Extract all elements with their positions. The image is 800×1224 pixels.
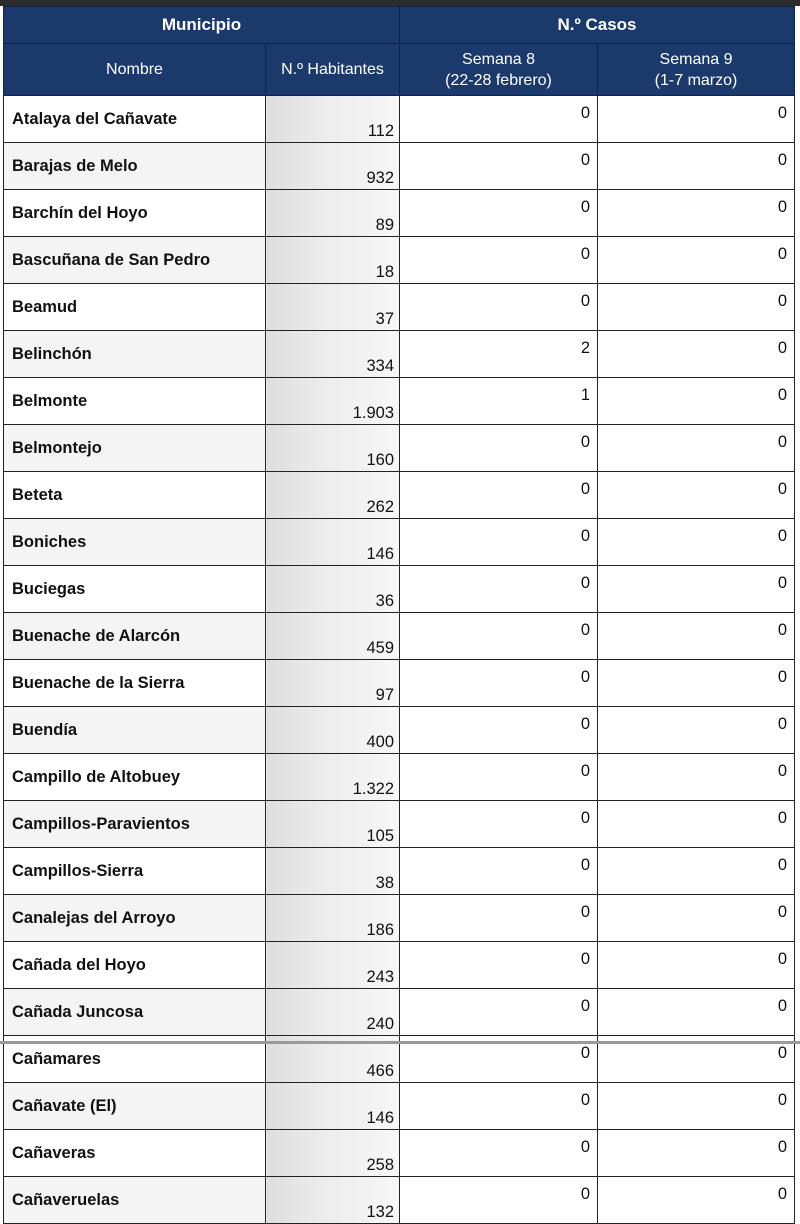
semana8-cases-cell: 0	[400, 989, 598, 1036]
semana9-title: Semana 9	[659, 50, 733, 68]
habitantes-cell: 932	[266, 143, 400, 190]
semana9-cases-cell: 0	[598, 942, 795, 989]
municipio-name-cell: Cañavate (El)	[4, 1083, 266, 1130]
municipio-name-cell: Buenache de la Sierra	[4, 660, 266, 707]
habitantes-cell: 89	[266, 190, 400, 237]
table-row	[4, 848, 795, 895]
municipio-group-header: Municipio	[4, 7, 400, 44]
table-row	[4, 143, 795, 190]
table-row	[4, 284, 795, 331]
semana8-cases-cell: 0	[400, 754, 598, 801]
habitantes-cell: 105	[266, 801, 400, 848]
semana8-cases-cell: 0	[400, 1036, 598, 1083]
semana9-cases-cell: 0	[598, 613, 795, 660]
semana8-cases-cell: 0	[400, 1083, 598, 1130]
habitantes-cell: 112	[266, 96, 400, 143]
semana9-cases-cell: 0	[598, 660, 795, 707]
municipio-name-cell: Buendía	[4, 707, 266, 754]
habitantes-cell: 18	[266, 237, 400, 284]
table-row	[4, 378, 795, 425]
semana9-cases-cell: 0	[598, 801, 795, 848]
municipio-name-cell: Campillos-Paravientos	[4, 801, 266, 848]
habitantes-cell: 459	[266, 613, 400, 660]
table-row	[4, 96, 795, 143]
semana8-cases-cell: 0	[400, 707, 598, 754]
header-group-row	[4, 7, 795, 44]
habitantes-cell: 146	[266, 1083, 400, 1130]
table-header	[4, 7, 795, 96]
semana8-column-header	[400, 44, 598, 96]
semana8-cases-cell: 0	[400, 566, 598, 613]
table-row	[4, 190, 795, 237]
habitantes-cell: 1.322	[266, 754, 400, 801]
municipio-name-cell: Beamud	[4, 284, 266, 331]
municipio-name-cell: Campillo de Altobuey	[4, 754, 266, 801]
habitantes-cell: 243	[266, 942, 400, 989]
semana9-cases-cell: 0	[598, 331, 795, 378]
municipio-name-cell: Buciegas	[4, 566, 266, 613]
habitantes-cell: 36	[266, 566, 400, 613]
municipio-name-cell: Boniches	[4, 519, 266, 566]
habitantes-cell: 1.903	[266, 378, 400, 425]
municipio-name-cell: Buenache de Alarcón	[4, 613, 266, 660]
header-column-row	[4, 44, 795, 96]
municipio-name-cell: Atalaya del Cañavate	[4, 96, 266, 143]
table-row	[4, 1130, 795, 1177]
habitantes-column-header: N.º Habitantes	[266, 44, 400, 96]
semana8-cases-cell: 0	[400, 284, 598, 331]
semana9-column-header	[598, 44, 795, 96]
municipio-name-cell: Cañamares	[4, 1036, 266, 1083]
semana8-cases-cell: 0	[400, 425, 598, 472]
habitantes-cell: 160	[266, 425, 400, 472]
table-row	[4, 660, 795, 707]
table-row	[4, 942, 795, 989]
table-row	[4, 331, 795, 378]
habitantes-cell: 400	[266, 707, 400, 754]
nombre-column-header: Nombre	[4, 44, 266, 96]
table-row	[4, 613, 795, 660]
table-row	[4, 707, 795, 754]
semana8-cases-cell: 0	[400, 96, 598, 143]
municipio-name-cell: Bascuñana de San Pedro	[4, 237, 266, 284]
semana9-cases-cell: 0	[598, 519, 795, 566]
semana9-cases-cell: 0	[598, 989, 795, 1036]
municipio-name-cell: Cañaveruelas	[4, 1177, 266, 1224]
semana9-dates: (1-7 marzo)	[654, 71, 738, 89]
semana8-cases-cell: 0	[400, 801, 598, 848]
semana8-cases-cell: 0	[400, 1177, 598, 1224]
habitantes-cell: 97	[266, 660, 400, 707]
semana8-cases-cell: 0	[400, 190, 598, 237]
semana9-cases-cell: 0	[598, 895, 795, 942]
semana9-cases-cell: 0	[598, 96, 795, 143]
habitantes-cell: 262	[266, 472, 400, 519]
semana8-cases-cell: 0	[400, 895, 598, 942]
habitantes-cell: 466	[266, 1036, 400, 1083]
municipio-name-cell: Beteta	[4, 472, 266, 519]
table-row	[4, 566, 795, 613]
municipio-name-cell: Cañada Juncosa	[4, 989, 266, 1036]
habitantes-cell: 334	[266, 331, 400, 378]
habitantes-cell: 38	[266, 848, 400, 895]
semana9-cases-cell: 0	[598, 237, 795, 284]
habitantes-cell: 186	[266, 895, 400, 942]
semana9-cases-cell: 0	[598, 848, 795, 895]
habitantes-cell: 132	[266, 1177, 400, 1224]
habitantes-cell: 240	[266, 989, 400, 1036]
semana9-cases-cell: 0	[598, 1036, 795, 1083]
table-row	[4, 754, 795, 801]
table-body	[4, 96, 795, 1224]
semana8-cases-cell: 0	[400, 472, 598, 519]
habitantes-cell: 258	[266, 1130, 400, 1177]
semana9-cases-cell: 0	[598, 566, 795, 613]
semana9-cases-cell: 0	[598, 284, 795, 331]
table-row	[4, 519, 795, 566]
habitantes-cell: 37	[266, 284, 400, 331]
table-row	[4, 425, 795, 472]
municipio-name-cell: Barajas de Melo	[4, 143, 266, 190]
semana9-cases-cell: 0	[598, 754, 795, 801]
municipio-name-cell: Cañaveras	[4, 1130, 266, 1177]
table-row	[4, 472, 795, 519]
semana9-cases-cell: 0	[598, 707, 795, 754]
municipio-name-cell: Campillos-Sierra	[4, 848, 266, 895]
semana8-cases-cell: 1	[400, 378, 598, 425]
semana9-cases-cell: 0	[598, 425, 795, 472]
semana8-cases-cell: 0	[400, 660, 598, 707]
semana9-cases-cell: 0	[598, 472, 795, 519]
semana8-title: Semana 8	[462, 50, 535, 68]
municipio-name-cell: Belmontejo	[4, 425, 266, 472]
casos-group-header: N.º Casos	[400, 7, 795, 44]
table-row	[4, 1083, 795, 1130]
semana9-cases-cell: 0	[598, 378, 795, 425]
semana8-cases-cell: 0	[400, 1130, 598, 1177]
semana9-cases-cell: 0	[598, 143, 795, 190]
semana9-cases-cell: 0	[598, 1177, 795, 1224]
municipio-name-cell: Barchín del Hoyo	[4, 190, 266, 237]
semana9-cases-cell: 0	[598, 190, 795, 237]
semana8-cases-cell: 0	[400, 519, 598, 566]
table-row	[4, 237, 795, 284]
habitantes-cell: 146	[266, 519, 400, 566]
semana8-cases-cell: 0	[400, 237, 598, 284]
semana8-cases-cell: 0	[400, 143, 598, 190]
table-row	[4, 801, 795, 848]
municipio-name-cell: Belmonte	[4, 378, 266, 425]
semana8-cases-cell: 0	[400, 613, 598, 660]
municipio-name-cell: Belinchón	[4, 331, 266, 378]
semana9-cases-cell: 0	[598, 1130, 795, 1177]
table-row	[4, 989, 795, 1036]
table-row	[4, 895, 795, 942]
semana8-cases-cell: 2	[400, 331, 598, 378]
municipio-name-cell: Cañada del Hoyo	[4, 942, 266, 989]
semana8-cases-cell: 0	[400, 848, 598, 895]
semana8-dates: (22-28 febrero)	[445, 71, 552, 89]
semana9-cases-cell: 0	[598, 1083, 795, 1130]
table-row	[4, 1177, 795, 1224]
municipio-name-cell: Canalejas del Arroyo	[4, 895, 266, 942]
semana8-cases-cell: 0	[400, 942, 598, 989]
